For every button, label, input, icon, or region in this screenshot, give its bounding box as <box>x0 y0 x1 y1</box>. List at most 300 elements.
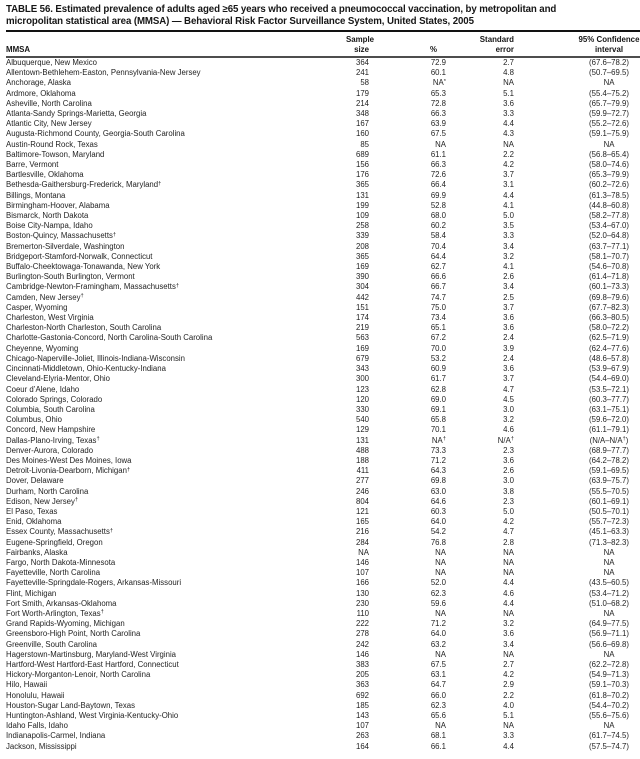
standard-error-value: 4.2 <box>503 160 514 170</box>
mmsa-name: El Paso, Texas <box>6 506 58 516</box>
sample-size-value: 166 <box>355 578 369 588</box>
table-row <box>6 364 640 374</box>
table-row <box>6 313 640 323</box>
table-row <box>6 344 640 354</box>
table-row <box>6 456 640 466</box>
sample-size-value: 160 <box>355 129 369 139</box>
standard-error-value: 3.5 <box>503 221 514 231</box>
sample-size-value: 167 <box>355 119 369 129</box>
standard-error-value: 2.6 <box>503 466 514 476</box>
confidence-interval-value: (59.1–69.5) <box>589 466 629 476</box>
sample-size-value: 179 <box>355 88 369 98</box>
percent-value: 61.1 <box>430 149 446 159</box>
mmsa-name: Birmingham-Hoover, Alabama <box>6 200 110 210</box>
mmsa-name: Albuquerque, New Mexico <box>6 58 98 67</box>
table-row <box>6 201 640 211</box>
table-row <box>6 57 640 68</box>
table-row <box>6 385 640 395</box>
percent-value: 73.4 <box>430 313 446 323</box>
standard-error-value: 4.4 <box>503 119 514 129</box>
sample-size-value: 188 <box>355 455 369 465</box>
standard-error-value: 3.3 <box>503 109 514 119</box>
percent-value: 66.3 <box>430 160 446 170</box>
sample-size-value: 176 <box>355 170 369 180</box>
standard-error-value: 4.7 <box>503 384 514 394</box>
standard-error-value: 3.6 <box>503 98 514 108</box>
table-row <box>6 354 640 364</box>
standard-error-value: 3.0 <box>503 476 514 486</box>
sample-size-value: 199 <box>355 200 369 210</box>
table-row <box>6 599 640 609</box>
table-row <box>6 466 640 476</box>
sample-size-value: 679 <box>355 353 369 363</box>
percent-value: NA <box>435 608 446 618</box>
column-header-confidence-interval-line1: 95% Confidence <box>578 35 640 44</box>
mmsa-name: Colorado Springs, Colorado <box>6 394 103 404</box>
mmsa-name: Hickory-Morganton-Lenoir, North Carolina <box>6 670 151 680</box>
standard-error-value: 2.4 <box>503 353 514 363</box>
mmsa-name: Durham, North Carolina <box>6 486 89 496</box>
sample-size-value: 365 <box>355 251 369 261</box>
table-row <box>6 272 640 282</box>
table-row <box>6 568 640 578</box>
confidence-interval-value: (58.0–74.6) <box>589 160 629 170</box>
mmsa-name: Fayetteville-Springdale-Rogers, Arkansas-Missouri <box>6 578 182 588</box>
table-row <box>6 538 640 548</box>
confidence-interval-value: (50.7–69.5) <box>589 68 629 78</box>
mmsa-name: Charleston-North Charleston, South Carolina <box>6 323 162 333</box>
table-row <box>6 446 640 456</box>
mmsa-name: Cleveland-Elyria-Mentor, Ohio <box>6 374 111 384</box>
mmsa-name: Edison, New Jersey† <box>6 496 79 506</box>
confidence-interval-value: (53.4–71.2) <box>589 588 629 598</box>
standard-error-value: 5.1 <box>503 88 514 98</box>
percent-value: 52.8 <box>430 200 446 210</box>
table-row <box>6 680 640 690</box>
standard-error-value: 4.1 <box>503 262 514 272</box>
table-row <box>6 650 640 660</box>
mmsa-name: Dover, Delaware <box>6 476 64 486</box>
percent-value: 52.0 <box>430 578 446 588</box>
confidence-interval-value: (59.6–72.0) <box>589 415 629 425</box>
sample-size-value: 109 <box>355 211 369 221</box>
confidence-interval-value: (60.1–73.3) <box>589 282 629 292</box>
table-row <box>6 609 640 619</box>
sample-size-value: 277 <box>355 476 369 486</box>
standard-error-value: 3.7 <box>503 302 514 312</box>
table-row <box>6 333 640 343</box>
sample-size-value: 208 <box>355 241 369 251</box>
standard-error-value: 3.7 <box>503 170 514 180</box>
mmsa-name: Anchorage, Alaska <box>6 78 72 88</box>
sample-size-value: 151 <box>355 302 369 312</box>
table-row <box>6 252 640 262</box>
confidence-interval-value: (45.1–63.3) <box>589 527 629 537</box>
table-row <box>6 374 640 384</box>
standard-error-value: 3.4 <box>503 639 514 649</box>
sample-size-value: 185 <box>355 700 369 710</box>
percent-value: 68.1 <box>430 731 446 741</box>
standard-error-value: 2.7 <box>503 659 514 669</box>
percent-value: 64.4 <box>430 251 446 261</box>
standard-error-value: 2.5 <box>503 292 514 302</box>
mmsa-name: Austin-Round Rock, Texas <box>6 139 98 149</box>
mmsa-name: Allentown-Bethlehem-Easton, Pennsylvania-New Jersey <box>6 68 201 78</box>
mmsa-name: Cincinnati-Middletown, Ohio-Kentucky-Indiana <box>6 364 166 374</box>
percent-value: 63.0 <box>430 486 446 496</box>
table-row <box>6 293 640 303</box>
sample-size-value: 488 <box>355 445 369 455</box>
confidence-interval-value: (61.7–74.5) <box>589 731 629 741</box>
table-row <box>6 109 640 119</box>
column-header-sample-size-line2: size <box>354 44 369 54</box>
sample-size-value: 540 <box>355 415 369 425</box>
standard-error-value: NA <box>503 649 514 659</box>
confidence-interval-value: (58.1–70.7) <box>589 251 629 261</box>
confidence-interval-value: (59.1–75.9) <box>589 129 629 139</box>
table-row <box>6 425 640 435</box>
percent-value: 62.3 <box>430 588 446 598</box>
percent-value: 68.0 <box>430 211 446 221</box>
standard-error-value: 3.4 <box>503 241 514 251</box>
table-row <box>6 701 640 711</box>
percent-value: 66.4 <box>430 180 446 190</box>
percent-value: NA <box>435 139 446 149</box>
mmsa-name: Buffalo-Cheektowaga-Tonawanda, New York <box>6 262 161 272</box>
mmsa-name: Ardmore, Oklahoma <box>6 88 76 98</box>
confidence-interval-value: (61.1–79.1) <box>589 425 629 435</box>
percent-value: 66.7 <box>430 282 446 292</box>
standard-error-value: 3.7 <box>503 374 514 384</box>
confidence-interval-value: (54.4–69.0) <box>589 374 629 384</box>
confidence-interval-value: NA <box>603 608 615 618</box>
table-row <box>6 548 640 558</box>
mmsa-name: Atlantic City, New Jersey <box>6 119 92 129</box>
table-row <box>6 670 640 680</box>
standard-error-value: 2.4 <box>503 333 514 343</box>
confidence-interval-value: (62.5–71.9) <box>589 333 629 343</box>
sample-size-value: 143 <box>355 711 369 720</box>
mmsa-name: Flint, Michigan <box>6 588 57 598</box>
confidence-interval-value: NA <box>603 568 615 578</box>
column-header-mmsa <box>6 31 346 57</box>
confidence-interval-value: (53.5–72.1) <box>589 384 629 394</box>
table-row <box>6 119 640 129</box>
table-row <box>6 180 640 190</box>
standard-error-value: NA <box>503 547 514 557</box>
percent-value: 66.1 <box>430 741 446 751</box>
sample-size-value: 692 <box>355 690 369 700</box>
percent-value: NA <box>435 568 446 578</box>
sample-size-value: 263 <box>355 731 369 741</box>
percent-value: 75.0 <box>430 302 446 312</box>
table-row <box>6 691 640 701</box>
standard-error-value: 4.4 <box>503 190 514 200</box>
confidence-interval-value: (44.8–60.8) <box>589 200 629 210</box>
confidence-interval-value: (55.7–72.3) <box>589 517 629 527</box>
confidence-interval-value: (61.3–78.5) <box>589 190 629 200</box>
standard-error-value: 4.1 <box>503 200 514 210</box>
sample-size-value: 146 <box>355 649 369 659</box>
confidence-interval-value: NA <box>603 557 615 567</box>
sample-size-value: 156 <box>355 160 369 170</box>
mmsa-name: Charlotte-Gastonia-Concord, North Carolina-South Carolina <box>6 333 213 343</box>
percent-value: 62.8 <box>430 384 446 394</box>
percent-value: 64.0 <box>430 517 446 527</box>
confidence-interval-value: NA <box>603 649 615 659</box>
mmsa-name: Denver-Aurora, Colorado <box>6 445 94 455</box>
table-row <box>6 619 640 629</box>
percent-value: 65.6 <box>430 711 446 720</box>
sample-size-value: 364 <box>355 58 369 67</box>
mmsa-name: Boston-Quincy, Massachusetts† <box>6 231 117 241</box>
sample-size-value: 689 <box>355 149 369 159</box>
standard-error-value: 3.9 <box>503 343 514 353</box>
standard-error-value: 4.7 <box>503 527 514 537</box>
percent-value: 70.0 <box>430 343 446 353</box>
confidence-interval-value: (71.3–82.3) <box>589 537 629 547</box>
standard-error-value: 5.1 <box>503 711 514 720</box>
table-row <box>6 629 640 639</box>
sample-size-value: 348 <box>355 109 369 119</box>
standard-error-value: 4.4 <box>503 598 514 608</box>
confidence-interval-value: (54.6–70.8) <box>589 262 629 272</box>
mmsa-name: Casper, Wyoming <box>6 302 68 312</box>
standard-error-value: 2.9 <box>503 680 514 690</box>
mmsa-name: Honolulu, Hawaii <box>6 690 65 700</box>
mmsa-name: Fargo, North Dakota-Minnesota <box>6 557 116 567</box>
confidence-interval-value: (56.9–71.1) <box>589 629 629 639</box>
percent-value: 70.4 <box>430 241 446 251</box>
percent-value: NA <box>435 721 446 731</box>
table-row <box>6 507 640 517</box>
confidence-interval-value: (63.7–77.1) <box>589 241 629 251</box>
percent-value: 67.5 <box>430 659 446 669</box>
mmsa-name: Fairbanks, Alaska <box>6 547 68 557</box>
mmsa-name: Bethesda-Gaithersburg-Frederick, Maryland† <box>6 180 162 190</box>
standard-error-value: 2.3 <box>503 496 514 506</box>
mmsa-name: Fayetteville, North Carolina <box>6 568 101 578</box>
confidence-interval-value: (43.5–60.5) <box>589 578 629 588</box>
mmsa-name: Houston-Sugar Land-Baytown, Texas <box>6 700 136 710</box>
table-row <box>6 282 640 292</box>
table-row <box>6 221 640 231</box>
title-line-2: micropolitan statistical area (MMSA) — Behavioral Risk Factor Surveillance System, United States, 2005 <box>6 15 474 27</box>
table-row <box>6 578 640 588</box>
standard-error-value: 4.2 <box>503 670 514 680</box>
column-header-percent <box>369 31 446 57</box>
standard-error-value: 3.6 <box>503 364 514 374</box>
standard-error-value: 4.4 <box>503 741 514 751</box>
confidence-interval-value: (53.9–67.9) <box>589 364 629 374</box>
sample-size-value: 131 <box>355 190 369 200</box>
table-row <box>6 89 640 99</box>
percent-value: 69.0 <box>430 394 446 404</box>
confidence-interval-value: (54.9–71.3) <box>589 670 629 680</box>
table-row <box>6 660 640 670</box>
table-row <box>6 589 640 599</box>
percent-value: 74.7 <box>430 292 446 302</box>
header-row <box>6 31 640 57</box>
sample-size-value: 110 <box>356 608 369 618</box>
confidence-interval-value: (60.2–72.6) <box>589 180 629 190</box>
sample-size-value: 411 <box>356 466 369 476</box>
percent-value: 69.9 <box>430 190 446 200</box>
confidence-interval-value: (59.1–70.3) <box>589 680 629 690</box>
table-row <box>6 731 640 741</box>
mmsa-name: Atlanta-Sandy Springs-Marietta, Georgia <box>6 109 147 119</box>
mmsa-name: Concord, New Hampshire <box>6 425 96 435</box>
percent-value: 64.6 <box>430 496 446 506</box>
percent-value: 73.3 <box>430 445 446 455</box>
standard-error-value: N/A† <box>497 435 514 445</box>
sample-size-value: 107 <box>355 568 369 578</box>
percent-value: 60.9 <box>430 364 446 374</box>
mmsa-name: Chicago-Naperville-Joliet, Illinois-Indiana-Wisconsin <box>6 353 185 363</box>
percent-value: 71.2 <box>430 455 446 465</box>
confidence-interval-value: (60.1–69.1) <box>589 496 629 506</box>
confidence-interval-value: (N/A–N/A†) <box>589 435 629 445</box>
sample-size-value: 205 <box>355 670 369 680</box>
confidence-interval-value: NA <box>603 139 615 149</box>
table-row <box>6 78 640 88</box>
confidence-interval-value: (55.4–75.2) <box>589 88 629 98</box>
percent-value: NA <box>435 557 446 567</box>
standard-error-value: 2.8 <box>503 537 514 547</box>
confidence-interval-value: (52.0–64.8) <box>589 231 629 241</box>
standard-error-value: 3.3 <box>503 231 514 241</box>
sample-size-value: 390 <box>355 272 369 282</box>
confidence-interval-value: (67.6–78.2) <box>589 58 629 67</box>
standard-error-value: NA <box>503 568 514 578</box>
sample-size-value: 804 <box>355 496 369 506</box>
table-row <box>6 640 640 650</box>
confidence-interval-value: (64.9–77.5) <box>589 619 629 629</box>
percent-value: 63.2 <box>430 639 446 649</box>
confidence-interval-value: (55.6–75.6) <box>589 711 629 720</box>
confidence-interval-value: (65.7–79.9) <box>589 98 629 108</box>
sample-size-value: 146 <box>355 557 369 567</box>
standard-error-value: 4.4 <box>503 578 514 588</box>
prevalence-table <box>6 30 640 752</box>
standard-error-value: NA <box>503 721 514 731</box>
table-row <box>6 68 640 78</box>
percent-value: 60.3 <box>430 506 446 516</box>
standard-error-value: 5.0 <box>503 211 514 221</box>
table-row <box>6 231 640 241</box>
mmsa-name: Fort Smith, Arkansas-Oklahoma <box>6 598 117 608</box>
standard-error-value: 3.6 <box>503 629 514 639</box>
mmsa-name: Columbus, Ohio <box>6 415 62 425</box>
percent-value: 64.0 <box>430 629 446 639</box>
sample-size-value: 258 <box>355 221 369 231</box>
standard-error-value: 2.3 <box>503 445 514 455</box>
column-header-sample-size-line1: Sample <box>346 35 375 44</box>
column-header-standard-error-line2: error <box>495 44 514 54</box>
table-row <box>6 517 640 527</box>
standard-error-value: 4.0 <box>503 700 514 710</box>
mmsa-name: Bridgeport-Stamford-Norwalk, Connecticut <box>6 251 153 261</box>
mmsa-name: Coeur d’Alene, Idaho <box>6 384 80 394</box>
percent-value: 62.3 <box>430 700 446 710</box>
column-header-standard-error <box>446 31 514 57</box>
table-row <box>6 487 640 497</box>
table-row <box>6 242 640 252</box>
percent-value: 66.6 <box>430 272 446 282</box>
mmsa-name: Huntington-Ashland, West Virginia-Kentucky-Ohio <box>6 711 179 720</box>
sample-size-value: 222 <box>355 619 369 629</box>
percent-value: NA <box>435 547 446 557</box>
confidence-interval-value: (50.5–70.1) <box>589 506 629 516</box>
table-row <box>6 303 640 313</box>
column-header-percent-label: % <box>429 44 437 54</box>
percent-value: 72.8 <box>430 98 446 108</box>
standard-error-value: 3.0 <box>503 404 514 414</box>
mmsa-name: Bartlesville, Oklahoma <box>6 170 84 180</box>
percent-value: 64.3 <box>430 466 446 476</box>
table-row <box>6 721 640 731</box>
mmsa-name: Cheyenne, Wyoming <box>6 343 79 353</box>
standard-error-value: 3.3 <box>503 731 514 741</box>
sample-size-value: 214 <box>355 98 369 108</box>
percent-value: 66.0 <box>430 690 446 700</box>
table-row <box>6 323 640 333</box>
sample-size-value: 230 <box>355 598 369 608</box>
confidence-interval-value: (53.4–67.0) <box>589 221 629 231</box>
sample-size-value: 58 <box>360 78 369 88</box>
mmsa-name: Camden, New Jersey† <box>6 292 84 302</box>
sample-size-value: 284 <box>355 537 369 547</box>
percent-value: NA* <box>432 78 446 88</box>
confidence-interval-value: (60.3–77.7) <box>589 394 629 404</box>
sample-size-value: 442 <box>355 292 369 302</box>
confidence-interval-value: (58.2–77.8) <box>589 211 629 221</box>
percent-value: 65.3 <box>430 88 446 98</box>
percent-value: 58.4 <box>430 231 446 241</box>
mmsa-name: Dallas-Plano-Irving, Texas† <box>6 435 100 445</box>
sample-size-value: 174 <box>355 313 369 323</box>
sample-size-value: 169 <box>355 343 369 353</box>
standard-error-value: 4.8 <box>503 68 514 78</box>
sample-size-value: 131 <box>355 435 369 445</box>
mmsa-name: Enid, Oklahoma <box>6 517 62 527</box>
sample-size-value: 219 <box>355 323 369 333</box>
percent-value: 54.2 <box>430 527 446 537</box>
sample-size-value: 242 <box>355 639 369 649</box>
sample-size-value: 164 <box>355 741 369 751</box>
table-row <box>6 436 640 446</box>
table-row <box>6 405 640 415</box>
standard-error-value: 2.6 <box>503 272 514 282</box>
confidence-interval-value: (63.9–75.7) <box>589 476 629 486</box>
table-row <box>6 711 640 721</box>
mmsa-name: Idaho Falls, Idaho <box>6 721 68 731</box>
percent-value: 70.1 <box>430 425 446 435</box>
percent-value: 64.7 <box>430 680 446 690</box>
standard-error-value: NA <box>503 139 514 149</box>
table-row <box>6 140 640 150</box>
mmsa-name: Billings, Montana <box>6 190 66 200</box>
percent-value: 76.8 <box>430 537 446 547</box>
mmsa-name: Columbia, South Carolina <box>6 404 95 414</box>
sample-size-value: 278 <box>355 629 369 639</box>
percent-value: 53.2 <box>430 353 446 363</box>
mmsa-name: Augusta-Richmond County, Georgia-South Carolina <box>6 129 185 139</box>
percent-value: 65.8 <box>430 415 446 425</box>
confidence-interval-value: (61.4–71.8) <box>589 272 629 282</box>
column-header-confidence-interval-line2: interval <box>594 44 624 54</box>
percent-value: 62.7 <box>430 262 446 272</box>
